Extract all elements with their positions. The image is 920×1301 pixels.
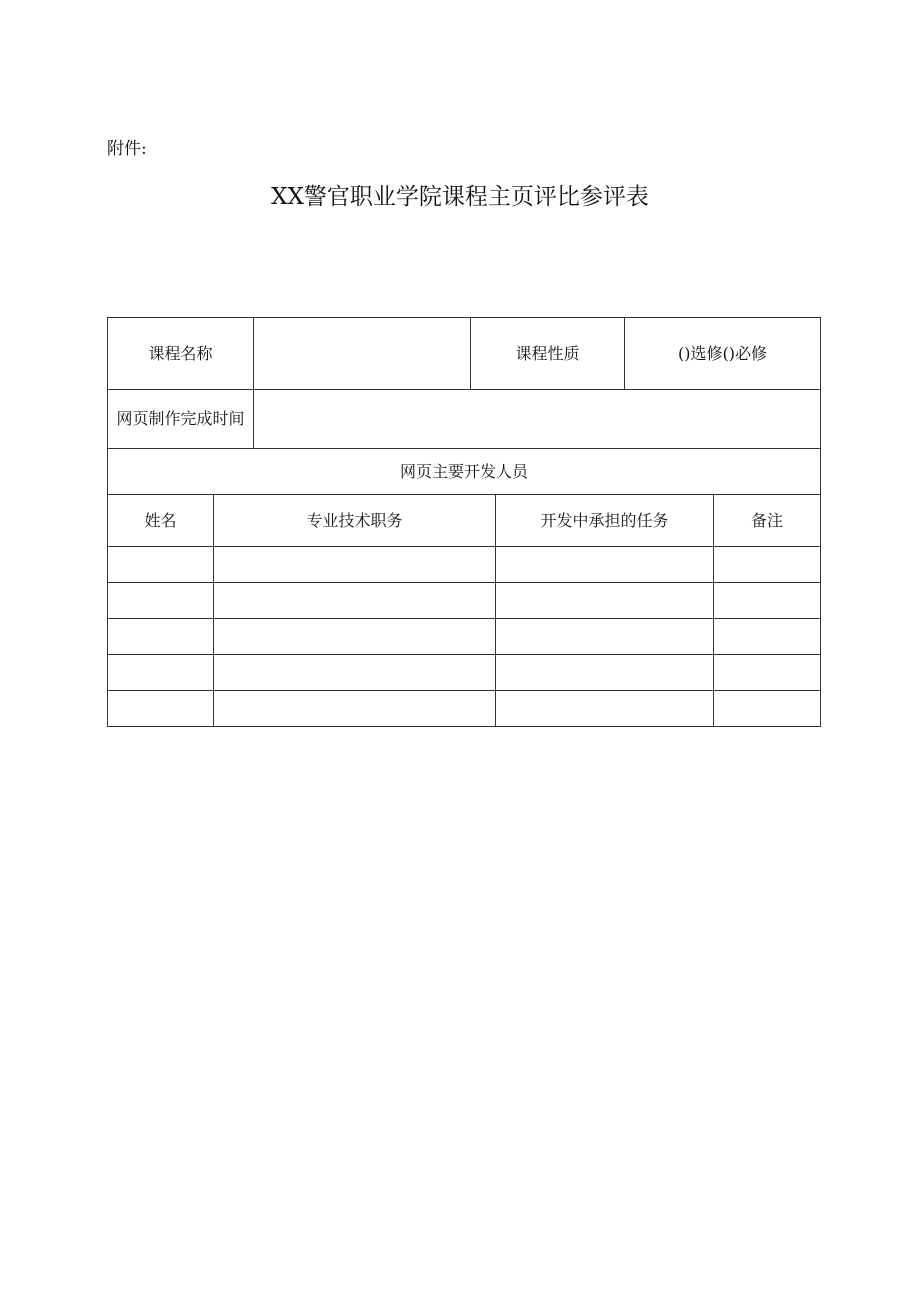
remarks-cell[interactable] bbox=[714, 655, 821, 691]
name-cell[interactable] bbox=[108, 691, 214, 727]
remarks-cell[interactable] bbox=[714, 691, 821, 727]
title-cell[interactable] bbox=[214, 619, 496, 655]
column-header-title: 专业技术职务 bbox=[214, 495, 496, 547]
table-row bbox=[108, 583, 821, 619]
attachment-label: 附件: bbox=[107, 139, 147, 159]
column-header-remarks: 备注 bbox=[714, 495, 821, 547]
task-cell[interactable] bbox=[496, 619, 714, 655]
completion-time-label: 网页制作完成时间 bbox=[108, 390, 254, 449]
task-cell[interactable] bbox=[496, 547, 714, 583]
task-cell[interactable] bbox=[496, 583, 714, 619]
name-cell[interactable] bbox=[108, 619, 214, 655]
column-header-name: 姓名 bbox=[108, 495, 214, 547]
task-cell[interactable] bbox=[496, 691, 714, 727]
evaluation-form-table bbox=[107, 317, 821, 727]
table-row bbox=[108, 655, 821, 691]
remarks-cell[interactable] bbox=[714, 547, 821, 583]
title-cell[interactable] bbox=[214, 655, 496, 691]
remarks-cell[interactable] bbox=[714, 583, 821, 619]
developers-section-row bbox=[108, 449, 821, 495]
table-row bbox=[108, 691, 821, 727]
course-type-options[interactable]: ()选修()必修 bbox=[625, 318, 821, 390]
title-cell[interactable] bbox=[214, 583, 496, 619]
course-info-row bbox=[108, 318, 821, 390]
name-cell[interactable] bbox=[108, 583, 214, 619]
developers-header-row bbox=[108, 495, 821, 547]
course-name-field[interactable] bbox=[254, 318, 471, 390]
name-cell[interactable] bbox=[108, 547, 214, 583]
name-cell[interactable] bbox=[108, 655, 214, 691]
completion-time-field[interactable] bbox=[254, 390, 821, 449]
table-row bbox=[108, 547, 821, 583]
remarks-cell[interactable] bbox=[714, 619, 821, 655]
title-cell[interactable] bbox=[214, 547, 496, 583]
course-type-label: 课程性质 bbox=[471, 318, 625, 390]
developers-section-title: 网页主要开发人员 bbox=[108, 449, 821, 495]
course-name-label: 课程名称 bbox=[108, 318, 254, 390]
table-row bbox=[108, 619, 821, 655]
document-title: XX警官职业学院课程主页评比参评表 bbox=[271, 184, 649, 210]
completion-time-row bbox=[108, 390, 821, 449]
column-header-task: 开发中承担的任务 bbox=[496, 495, 714, 547]
title-cell[interactable] bbox=[214, 691, 496, 727]
task-cell[interactable] bbox=[496, 655, 714, 691]
